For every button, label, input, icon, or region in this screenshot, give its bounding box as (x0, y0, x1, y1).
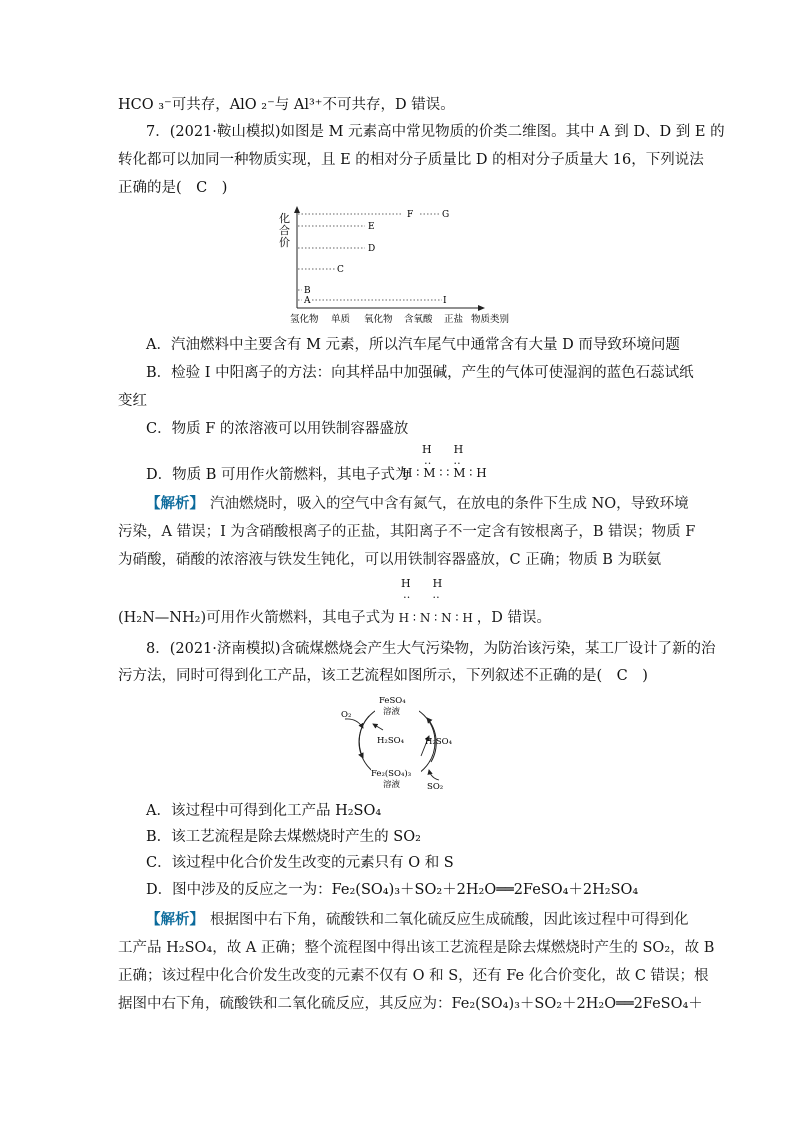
point-i: I (443, 296, 447, 306)
q7-line-2: 转化都可以加同一种物质实现，且 E 的相对分子质量比 D 的相对分子质量大 16，下列说法 (118, 152, 704, 168)
q7-option-b-cont: 变红 (118, 393, 147, 409)
point-g: G (442, 210, 450, 220)
analysis-tag-q8: 【解析】 (146, 911, 204, 928)
top-solution-label: 溶液 (383, 707, 401, 717)
x-cat-element: 单质 (331, 314, 351, 325)
q7-analysis-4 (118, 608, 551, 628)
n-formula-dots: ‥ ‥ (403, 588, 440, 601)
point-e: E (368, 222, 375, 232)
y-label-char-3: 价 (279, 236, 290, 249)
q7-analysis-text-1: 汽油燃烧时，吸入的空气中含有氮气，在放电的条件下生成 NO，导致环境 (210, 496, 689, 512)
sulfur-cycle-diagram (335, 690, 465, 790)
q7-option-b: B．检验 I 中阳离子的方法：向其样品中加强碱，产生的气体可使湿润的蓝色石蕊试纸 (146, 365, 694, 381)
point-a: A (304, 296, 311, 306)
point-c: C (337, 265, 344, 275)
y-label-char-2: 合 (279, 224, 290, 237)
q7-line-3: 正确的是( C ) (118, 180, 228, 196)
q7-analysis-1 (146, 494, 716, 514)
q7-analysis-2: 污染，A 错误；I 为含硝酸根离子的正盐，其阳离子不一定含有铵根离子，B 错误；物质 F (118, 524, 696, 540)
arrow-left-down (359, 716, 369, 758)
x-cat-oxyacid: 含氧酸 (404, 314, 433, 325)
point-f: F (407, 210, 414, 220)
y-axis-arrow (294, 206, 300, 213)
q7-line-1: 7．(2021·鞍山模拟)如图是 M 元素高中常见物质的价类二维图。其中 A 到 D、D 到 E 的 (146, 124, 725, 140)
q8-option-b: B．该工艺流程是除去煤燃烧时产生的 SO₂ (146, 829, 421, 845)
fe2so43-label: Fe₂(SO₄)₃ (371, 769, 412, 779)
n-electron-formula: H ∶ N ∶ N ∶ H (398, 611, 473, 625)
x-cat-salt: 正盐 (444, 314, 464, 325)
q8-line-2: 污方法，同时可得到化工产品，该工艺流程如图所示，下列叙述不正确的是( C ) (118, 668, 648, 684)
x-cat-oxide: 氧化物 (364, 314, 393, 325)
x-cat-label: 物质类别 (471, 314, 510, 325)
q8-analysis-2: 工产品 H₂SO₄，故 A 正确；整个流程图中得出该工艺流程是除去煤燃烧时产生的 SO₂，故 B (118, 940, 715, 956)
q8-option-d: D．图中涉及的反应之一为：Fe₂(SO₄)₃＋SO₂＋2H₂O══2FeSO₄＋2H₂SO₄ (146, 882, 639, 898)
q8-analysis-3: 正确；该过程中化合价发生改变的元素不仅有 O 和 S，还有 Fe 化合价变化，故 C 错误；根 (118, 968, 709, 984)
q7-analysis-text-4a: (H₂N—NH₂)可用作火箭燃料，其电子式为 (118, 610, 395, 626)
y-label-char-1: 化 (279, 212, 290, 225)
m-formula-dots: ‥ ‥ (424, 454, 461, 467)
q7-option-c: C．物质 F 的浓溶液可以用铁制容器盛放 (146, 421, 409, 437)
h2so4-left-label: H₂SO₄ (377, 736, 405, 746)
point-d: D (368, 244, 376, 254)
q7-analysis-text-4b: ，D 错误。 (476, 610, 552, 626)
q7-option-a: A．汽油燃料中主要含有 M 元素，所以汽车尾气中通常含有大量 D 而导致环境问题 (146, 337, 680, 353)
intro-line: HCO ₃⁻可共存，AlO ₂⁻与 Al³⁺不可共存，D 错误。 (118, 97, 455, 113)
m-formula-top: H H (422, 443, 464, 456)
x-axis-arrow (478, 305, 485, 311)
feso4-label: FeSO₄ (379, 696, 406, 706)
q7-analysis-3: 为硝酸，硝酸的浓溶液与铁发生钝化，可以用铁制容器盛放，C 正确；物质 B 为联氨 (118, 552, 662, 568)
so2-label: SO₂ (427, 782, 444, 790)
x-cat-hydride: 氢化物 (290, 314, 319, 325)
n-formula-top: H H (401, 577, 443, 590)
q7-option-d: D．物质 B 可用作火箭燃料，其电子式为 (146, 467, 410, 483)
q8-analysis-4: 据图中右下角，硫酸铁和二氧化硫反应，其反应为：Fe₂(SO₄)₃＋SO₂＋2H₂O══2FeSO₄＋ (118, 996, 703, 1012)
q8-analysis-1 (146, 910, 716, 930)
analysis-tag: 【解析】 (146, 495, 204, 512)
bottom-solution-label: 溶液 (383, 780, 401, 790)
q8-analysis-text-1: 根据图中右下角，硫酸铁和二氧化硫反应生成硫酸，因此该过程中可得到化 (210, 912, 689, 928)
q8-option-a: A．该过程中可得到化工产品 H₂SO₄ (146, 803, 382, 819)
o2-label: O₂ (341, 710, 352, 720)
valence-class-chart (270, 205, 530, 330)
so2-arrow (429, 770, 439, 780)
m-electron-formula: H ∶ M ∶ ∶ M ∶ H (402, 466, 487, 480)
q8-line-1: 8．(2021·济南模拟)含硫煤燃烧会产生大气污染物，为防治该污染，某工厂设计了新的治 (146, 641, 716, 657)
h2so4-right-label: H₂SO₄ (425, 737, 453, 747)
point-b: B (304, 286, 311, 296)
o2-arrow (345, 719, 363, 728)
h2so4-left-arrow (373, 724, 383, 730)
q8-option-c: C．该过程中化合价发生改变的元素只有 O 和 S (146, 855, 454, 871)
